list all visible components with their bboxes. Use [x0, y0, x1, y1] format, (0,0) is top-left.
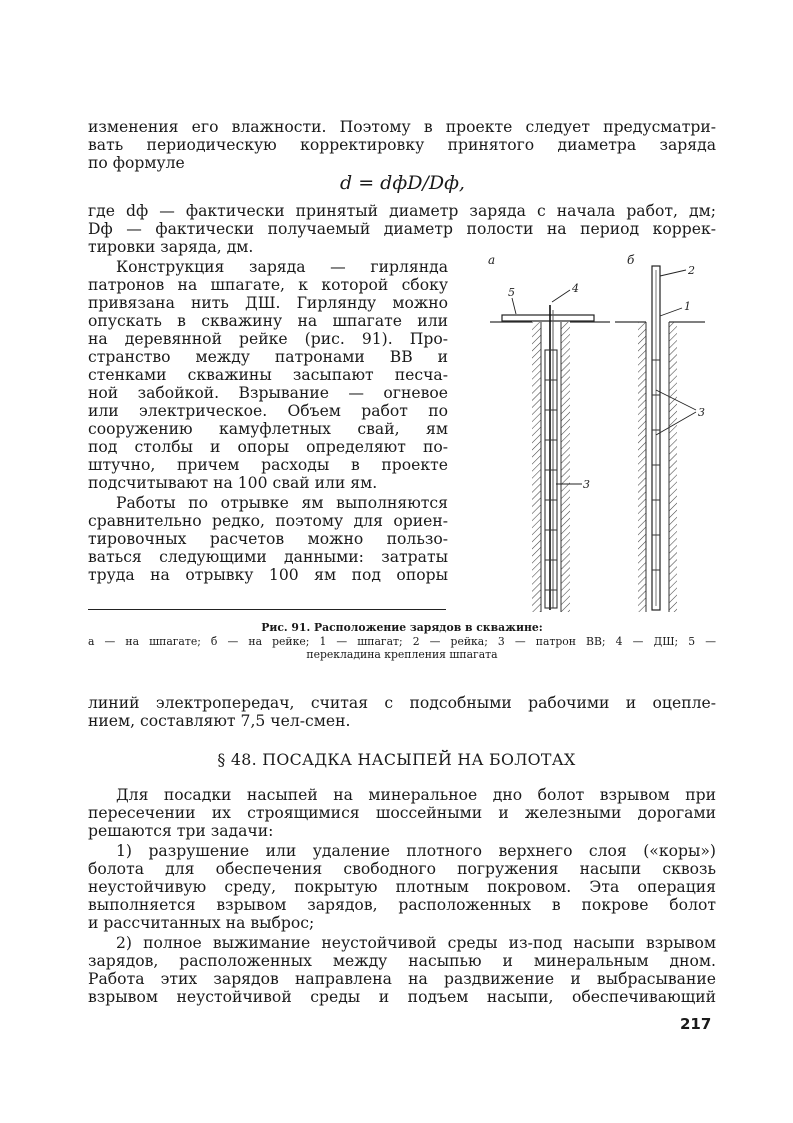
figure-caption-title: Рис. 91. Расположение зарядов в скважине:: [261, 621, 543, 634]
text-line: взрывом неустойчивой среды и подъем насыпи, обеспечивающий: [88, 988, 716, 1006]
text-line: по формуле: [88, 154, 185, 172]
text-line: и рассчитанных на выброс;: [88, 914, 315, 932]
section-heading: § 48. ПОСАДКА НАСЫПЕЙ НА БОЛОТАХ: [217, 750, 576, 769]
borehole-figure: [470, 250, 730, 620]
text-line: труда на отрывку 100 ям под опоры: [88, 566, 448, 584]
text-line: пересечении их строящимися шоссейными и железными дорогами: [88, 804, 716, 822]
text-line: Dф — фактически получаемый диаметр полости на период коррек-: [88, 220, 716, 238]
formula: d = dфD/Dф,: [340, 172, 465, 194]
text-line: тировки заряда, дм.: [88, 238, 254, 256]
borehole-wall: [669, 322, 677, 612]
text-line: Работа этих зарядов направлена на раздвижение и выбрасывание: [88, 970, 716, 988]
text-line: сравнительно редко, поэтому для ориен-: [88, 512, 448, 530]
charge-cartridges: [545, 350, 557, 608]
text-line: Конструкция заряда — гирлянда: [116, 258, 448, 276]
text-line: ной забойкой. Взрывание — огневое: [88, 384, 448, 402]
text-line: подсчитывают на 100 свай или ям.: [88, 474, 378, 492]
borehole-wall: [561, 322, 570, 612]
text-line: патронов на шпагате, к которой сбоку: [88, 276, 448, 294]
callout-5: 5: [508, 286, 515, 299]
text-line: неустойчивую среду, покрытую плотным покровом. Эта операция: [88, 878, 716, 896]
text-line: 1) разрушение или удаление плотного верхнего слоя («коры»): [116, 842, 716, 860]
figure-caption-line: перекладина крепления шпагата: [306, 648, 498, 661]
text-line: линий электропередач, считая с подсобными рабочими и оцепле-: [88, 694, 716, 712]
text-line: Работы по отрывке ям выполняются: [116, 494, 448, 512]
borehole-wall: [532, 322, 541, 612]
text-line: ваться следующими данными: затраты: [88, 548, 448, 566]
text-line: 2) полное выжимание неустойчивой среды из-под насыпи взрывом: [116, 934, 716, 952]
text-line: штучно, причем расходы в проекте: [88, 456, 448, 474]
text-line: стенками скважины засыпают песча-: [88, 366, 448, 384]
text-line: на деревянной рейке (рис. 91). Про-: [88, 330, 448, 348]
figure-label-a: а: [488, 253, 496, 267]
text-line: привязана нить ДШ. Гирлянду можно: [88, 294, 448, 312]
crossbar: [502, 315, 594, 321]
text-line: решаются три задачи:: [88, 822, 274, 840]
callout-2: 2: [688, 264, 695, 277]
text-line: вать периодическую корректировку принятого диаметра заряда: [88, 136, 716, 154]
text-line: опускать в скважину на шпагате или: [88, 312, 448, 330]
figure-caption-line: а — на шпагате; б — на рейке; 1 — шпагат; 2 — рейка; 3 — патрон ВВ; 4 — ДШ; 5 —: [88, 635, 716, 648]
borehole-wall: [638, 322, 646, 612]
text-line: сооружению камуфлетных свай, ям: [88, 420, 448, 438]
text-line: под столбы и опоры определяют по-: [88, 438, 448, 456]
text-line: изменения его влажности. Поэтому в проекте следует предусматри-: [88, 118, 716, 136]
footnote-rule: [88, 609, 446, 610]
callout-1: 1: [684, 300, 691, 313]
text-line: тировочных расчетов можно пользо-: [88, 530, 448, 548]
text-line: болота для обеспечения свободного погружения насыпи сквозь: [88, 860, 716, 878]
text-line: где dф — фактически принятый диаметр заряда с начала работ, дм;: [88, 202, 716, 220]
text-line: странство между патронами ВВ и: [88, 348, 448, 366]
text-line: нием, составляют 7,5 чел-смен.: [88, 712, 351, 730]
figure-label-b: б: [627, 253, 635, 267]
callout-3: 3: [698, 406, 705, 419]
text-line: зарядов, расположенных между насыпью и минеральным дном.: [88, 952, 716, 970]
callout-4: 4: [572, 282, 579, 295]
text-line: Для посадки насыпей на минеральное дно болот взрывом при: [116, 786, 716, 804]
callout-3: 3: [583, 478, 590, 491]
text-line: выполняется взрывом зарядов, расположенных в покрове болот: [88, 896, 716, 914]
text-line: или электрическое. Объем работ по: [88, 402, 448, 420]
page-number: 217: [680, 1015, 712, 1033]
